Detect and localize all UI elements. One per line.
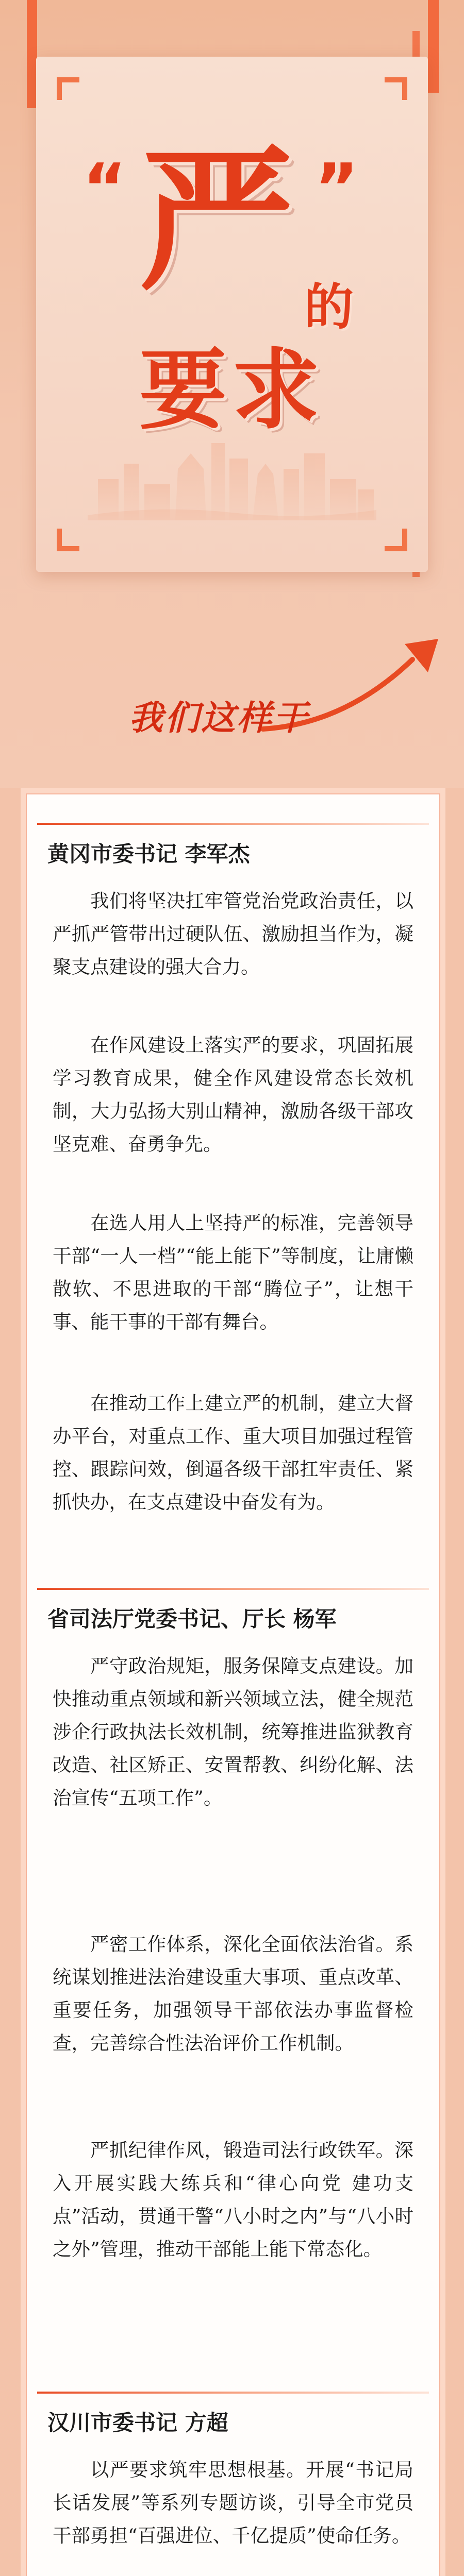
heading-rule [37,2392,429,2394]
corner-bracket [385,529,407,551]
paragraph: 严守政治规矩，服务保障支点建设。加快推动重点领域和新兴领域立法，健全规范涉企行政执法长效机制，统筹推进监狱教育改造、社区矫正、安置帮教、纠纷化解、法治宣传“五项工作”。 [53,1655,413,1809]
paragraph: 在选人用人上坚持严的标准，完善领导干部“一人一档”“能上能下”等制度，让庸懒散软、不思进取的干部“腾位子”，让想干事、能干事的干部有舞台。 [53,1212,413,1333]
title-char-de: 的 [304,278,354,336]
section-heading [37,823,429,869]
title-char-yan: 严 [139,131,294,311]
paragraph: 严抓纪律作风，锻造司法行政铁军。深入开展实践大练兵和“律心向党 建功支点”活动，贯通干警“八小时之内”与“八小时之外”管理，推动干部能上能下常态化。 [53,2139,413,2260]
quote-open: “ [82,149,127,227]
decor-strip [27,0,37,108]
subtitle-women-zheyang-gan: 我们这样干 [129,698,309,738]
hero-banner [0,0,464,788]
paragraph: 严密工作体系，深化全面依法治省。系统谋划推进法治建设重大事项、重点改革、重要任务，加强领导干部依法办事监督检查，完善综合性法治评价工作机制。 [53,1933,413,2054]
city-skyline-illustration [88,433,376,520]
section-heading [37,1588,429,1634]
decor-strip [428,0,439,93]
corner-bracket [57,77,79,100]
paragraph: 在作风建设上落实严的要求，巩固拓展学习教育成果，健全作风建设常态长效机制，大力弘扬大别山精神，激励各级干部攻坚克难、奋勇争先。 [53,1034,413,1155]
content-card [26,793,440,2576]
heading-rule [37,823,429,825]
corner-bracket [57,529,79,551]
title-yaoqiu: 要求 [139,340,325,442]
paragraph: 以严要求筑牢思想根基。开展“书记局长话发展”等系列专题访谈，引导全市党员干部勇担“百强进位、千亿提质”使命任务。 [53,2459,413,2547]
heading-rule [37,1588,429,1590]
heading-text: 省司法厅党委书记、厅长 杨军 [47,1606,337,1632]
paragraph: 我们将坚决扛牢管党治党政治责任，以严抓严管带出过硬队伍、激励担当作为，凝聚支点建设的强大合力。 [53,890,413,978]
heading-text: 黄冈市委书记 李军杰 [47,841,250,867]
paragraph: 在推动工作上建立严的机制，建立大督办平台，对重点工作、重大项目加强过程管控、跟踪问效，倒逼各级干部扛牢责任、紧抓快办，在支点建设中奋发有为。 [53,1392,413,1513]
corner-bracket [385,77,407,100]
quote-close: ” [314,149,359,227]
section-heading [37,2392,429,2438]
heading-text: 汉川市委书记 方超 [47,2410,228,2435]
